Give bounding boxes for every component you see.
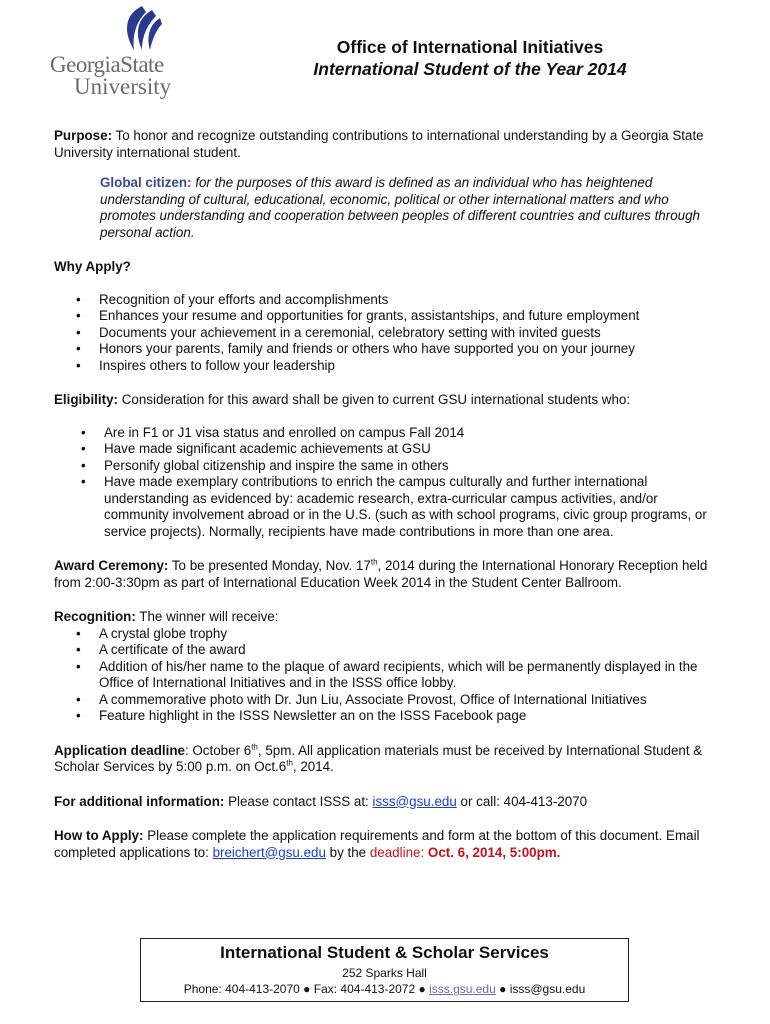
office-title: Office of International Initiatives — [336, 37, 604, 57]
footer-contact: Phone: 404-413-2070 ● Fax: 404-413-2072 ● isss.gsu.edu ● isss@gsu.edu — [183, 982, 586, 996]
purpose-text: To honor and recognize outstanding contributions to international understanding by a Georgia State University international student. — [54, 128, 704, 160]
deadline-paragraph: Application deadline: October 6th, 5pm. All application materials must be received by International Student & Scholar Services by 5:00 p.m. on Oct.6th, 2014. — [54, 742, 703, 774]
list-item: • Have made significant academic achievements at GSU — [54, 441, 724, 458]
eligibility-label: Eligibility: — [54, 392, 118, 407]
list-item: • Documents your achievement in a ceremonial, celebratory setting with invited guests — [54, 325, 724, 342]
list-item: • Enhances your resume and opportunities for grants, assistantships, and future employment — [54, 308, 724, 325]
list-item: • A certificate of the award — [54, 642, 724, 659]
list-item: • Inspires others to follow your leadership — [54, 358, 724, 375]
flame-icon — [112, 4, 164, 54]
list-item: • Feature highlight in the ISSS Newsletter an on the ISSS Facebook page — [54, 708, 724, 725]
isss-website-link[interactable]: isss.gsu.edu — [429, 982, 496, 996]
list-item: • Addition of his/her name to the plaque of award recipients, which will be permanently displayed in the Office of International Initiatives and in the ISSS office lobby. — [54, 659, 724, 692]
how-to-apply-paragraph: How to Apply: Please complete the application requirements and form at the bottom of this document. Email completed applications to: breichert@gsu.edu by the deadline: Oct. 6, 2014, 5:00pm. — [54, 828, 700, 860]
why-apply-heading: Why Apply? — [54, 259, 131, 274]
info-paragraph: For additional information: Please contact ISSS at: isss@gsu.edu or call: 404-413-2070 — [54, 793, 588, 809]
info-label: For additional information: — [54, 793, 225, 809]
list-item: • Personify global citizenship and inspire the same in others — [54, 458, 724, 475]
logo-name-line2: University — [74, 74, 172, 99]
gsu-logo — [50, 4, 184, 104]
eligibility-paragraph — [54, 392, 724, 409]
eligibility-text: Consideration for this award shall be given to current GSU international students who: — [117, 392, 631, 407]
ceremony-paragraph: Award Ceremony: To be presented Monday, Nov. 17th, 2014 during the International Honorary Reception held from 2:00-3:30pm as part of International Education Week 2014 in the Student Center Ballroom. — [54, 557, 708, 590]
document-body — [54, 128, 724, 861]
logo-name-line1: GeorgiaState — [50, 52, 164, 77]
recognition-list — [54, 626, 724, 725]
deadline-label: Application deadline — [54, 742, 185, 758]
list-item: • Have made exemplary contributions to enrich the campus culturally and further international understanding as evidenced by: academic research, extra-curricular campus activities, and/or community involvement abroad or in the U.S. (such as with school programs, civic group programs, or service projects). Normally, recipients have made contributions in more than one area. — [54, 474, 724, 540]
global-citizen-label: Global citizen: — [100, 175, 192, 190]
list-item: • Are in F1 or J1 visa status and enrolled on campus Fall 2014 — [54, 425, 724, 442]
recognition-paragraph: Recognition: The winner will receive: — [54, 609, 279, 624]
why-apply-list — [54, 292, 724, 375]
list-item: • A crystal globe trophy — [54, 626, 724, 643]
deadline-word: deadline: — [369, 844, 425, 860]
ceremony-label: Award Ceremony: — [54, 558, 169, 573]
page-header — [270, 36, 670, 80]
isss-email-link[interactable]: isss@gsu.edu — [372, 793, 457, 809]
recognition-label: Recognition: — [54, 609, 136, 624]
global-citizen-text: for the purposes of this award is defined as an individual who has heightened understanding of cultural, educational, economic, political or other international matters and who promotes understanding and cooperation between peoples of different countries and cultures through personal action. — [100, 175, 701, 240]
global-citizen-paragraph — [100, 175, 724, 241]
footer-box — [140, 938, 629, 1002]
list-item: • A commemorative photo with Dr. Jun Liu, Associate Provost, Office of International Initiatives — [54, 692, 724, 709]
list-item: • Honors your parents, family and friends or others who have supported you on your journey — [54, 341, 724, 358]
list-item: • Recognition of your efforts and accomplishments — [54, 292, 724, 309]
breichert-email-link[interactable]: breichert@gsu.edu — [212, 844, 326, 860]
eligibility-list — [54, 425, 724, 541]
footer-email: isss@gsu.edu — [509, 982, 586, 996]
footer-title: International Student & Scholar Services — [220, 943, 549, 962]
award-title: International Student of the Year 2014 — [313, 59, 627, 79]
purpose-paragraph — [54, 128, 724, 161]
deadline-date: Oct. 6, 2014, 5:00pm. — [424, 844, 561, 860]
how-label: How to Apply: — [54, 828, 144, 843]
purpose-label: Purpose: — [54, 128, 113, 143]
footer-address: 252 Sparks Hall — [342, 966, 427, 980]
